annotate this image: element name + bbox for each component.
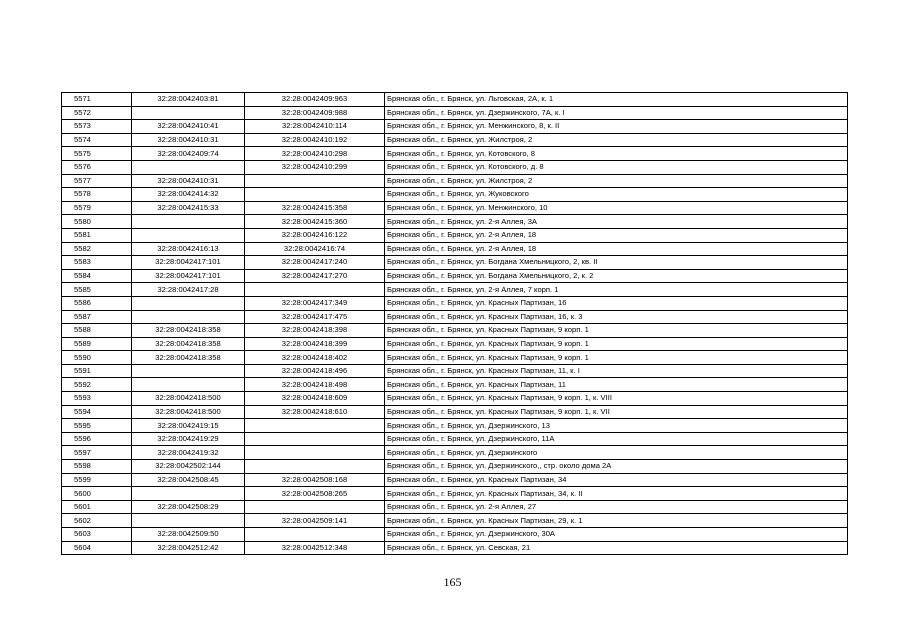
table-row [62, 378, 848, 392]
table-row [62, 269, 848, 283]
address-cell: Брянская обл., г. Брянск, ул. Льговская, 2А, к. 1 [385, 93, 848, 107]
table-row [62, 473, 848, 487]
land-cadastral-number-cell: 32:28:0042418:500 [132, 405, 245, 419]
building-cadastral-number-cell [245, 174, 385, 188]
table-row [62, 120, 848, 134]
row-number-cell: 5600 [62, 487, 132, 501]
land-cadastral-number-cell [132, 378, 245, 392]
address-cell: Брянская обл., г. Брянск, ул. Жилстроя, 2 [385, 133, 848, 147]
address-cell: Брянская обл., г. Брянск, ул. Котовского, д. 8 [385, 160, 848, 174]
address-cell: Брянская обл., г. Брянск, ул. Жуковского [385, 188, 848, 202]
address-cell: Брянская обл., г. Брянск, ул. 2-я Аллея, 27 [385, 500, 848, 514]
address-cell: Брянская обл., г. Брянск, ул. Богдана Хмельницкого, 2, кв. II [385, 256, 848, 270]
building-cadastral-number-cell: 32:28:0042508:265 [245, 487, 385, 501]
building-cadastral-number-cell: 32:28:0042417:349 [245, 296, 385, 310]
building-cadastral-number-cell [245, 446, 385, 460]
address-cell: Брянская обл., г. Брянск, ул. Красных Партизан, 11 [385, 378, 848, 392]
registry-table-body [62, 93, 848, 555]
table-row [62, 160, 848, 174]
row-number-cell: 5574 [62, 133, 132, 147]
table-row [62, 405, 848, 419]
land-cadastral-number-cell: 32:28:0042419:32 [132, 446, 245, 460]
land-cadastral-number-cell [132, 106, 245, 120]
address-cell: Брянская обл., г. Брянск, ул. Красных Партизан, 34 [385, 473, 848, 487]
row-number-cell: 5596 [62, 432, 132, 446]
table-row [62, 392, 848, 406]
row-number-cell: 5575 [62, 147, 132, 161]
building-cadastral-number-cell: 32:28:0042410:298 [245, 147, 385, 161]
table-row [62, 324, 848, 338]
table-row [62, 528, 848, 542]
building-cadastral-number-cell: 32:28:0042418:496 [245, 364, 385, 378]
row-number-cell: 5595 [62, 419, 132, 433]
table-row [62, 541, 848, 555]
land-cadastral-number-cell [132, 514, 245, 528]
row-number-cell: 5590 [62, 351, 132, 365]
address-cell: Брянская обл., г. Брянск, ул. Котовского, 8 [385, 147, 848, 161]
land-cadastral-number-cell: 32:28:0042512:42 [132, 541, 245, 555]
row-number-cell: 5594 [62, 405, 132, 419]
land-cadastral-number-cell: 32:28:0042409:74 [132, 147, 245, 161]
row-number-cell: 5601 [62, 500, 132, 514]
table-row [62, 500, 848, 514]
address-cell: Брянская обл., г. Брянск, ул. Красных Партизан, 9 корп. 1, к. VIII [385, 392, 848, 406]
table-row [62, 419, 848, 433]
building-cadastral-number-cell: 32:28:0042410:114 [245, 120, 385, 134]
land-cadastral-number-cell: 32:28:0042418:358 [132, 337, 245, 351]
building-cadastral-number-cell [245, 283, 385, 297]
building-cadastral-number-cell: 32:28:0042409:963 [245, 93, 385, 107]
land-cadastral-number-cell [132, 364, 245, 378]
address-cell: Брянская обл., г. Брянск, ул. Жилстроя, 2 [385, 174, 848, 188]
address-cell: Брянская обл., г. Брянск, ул. Дзержинского, 13 [385, 419, 848, 433]
land-cadastral-number-cell: 32:28:0042403:81 [132, 93, 245, 107]
building-cadastral-number-cell: 32:28:0042508:168 [245, 473, 385, 487]
address-cell: Брянская обл., г. Брянск, ул. Красных Партизан, 9 корп. 1 [385, 324, 848, 338]
table-row [62, 487, 848, 501]
table-row [62, 337, 848, 351]
address-cell: Брянская обл., г. Брянск, ул. Менжинского, 10 [385, 201, 848, 215]
address-cell: Брянская обл., г. Брянск, ул. Красных Партизан, 29, к. 1 [385, 514, 848, 528]
building-cadastral-number-cell [245, 500, 385, 514]
building-cadastral-number-cell: 32:28:0042415:358 [245, 201, 385, 215]
land-cadastral-number-cell [132, 487, 245, 501]
address-cell: Брянская обл., г. Брянск, ул. Красных Партизан, 16, к. 3 [385, 310, 848, 324]
building-cadastral-number-cell [245, 432, 385, 446]
address-cell: Брянская обл., г. Брянск, ул. Севская, 21 [385, 541, 848, 555]
address-cell: Брянская обл., г. Брянск, ул. Дзержинского, 30А [385, 528, 848, 542]
table-row [62, 364, 848, 378]
land-cadastral-number-cell [132, 160, 245, 174]
land-cadastral-number-cell: 32:28:0042418:500 [132, 392, 245, 406]
building-cadastral-number-cell: 32:28:0042418:498 [245, 378, 385, 392]
land-cadastral-number-cell: 32:28:0042416:13 [132, 242, 245, 256]
table-row [62, 215, 848, 229]
building-cadastral-number-cell: 32:28:0042415:360 [245, 215, 385, 229]
address-cell: Брянская обл., г. Брянск, ул. Дзержинского, 7А, к. I [385, 106, 848, 120]
building-cadastral-number-cell: 32:28:0042418:610 [245, 405, 385, 419]
table-row [62, 242, 848, 256]
row-number-cell: 5598 [62, 460, 132, 474]
building-cadastral-number-cell: 32:28:0042417:475 [245, 310, 385, 324]
building-cadastral-number-cell [245, 188, 385, 202]
building-cadastral-number-cell: 32:28:0042416:74 [245, 242, 385, 256]
land-cadastral-number-cell [132, 310, 245, 324]
land-cadastral-number-cell: 32:28:0042414:32 [132, 188, 245, 202]
table-row [62, 432, 848, 446]
land-cadastral-number-cell [132, 296, 245, 310]
row-number-cell: 5588 [62, 324, 132, 338]
building-cadastral-number-cell: 32:28:0042409:988 [245, 106, 385, 120]
row-number-cell: 5579 [62, 201, 132, 215]
land-cadastral-number-cell: 32:28:0042410:31 [132, 133, 245, 147]
page-number: 165 [443, 575, 462, 589]
address-cell: Брянская обл., г. Брянск, ул. Красных Партизан, 9 корп. 1 [385, 337, 848, 351]
row-number-cell: 5589 [62, 337, 132, 351]
registry-table [61, 92, 848, 555]
building-cadastral-number-cell: 32:28:0042410:192 [245, 133, 385, 147]
row-number-cell: 5577 [62, 174, 132, 188]
address-cell: Брянская обл., г. Брянск, ул. 2-я Аллея, 3А [385, 215, 848, 229]
address-cell: Брянская обл., г. Брянск, ул. 2-я Аллея, 18 [385, 242, 848, 256]
address-cell: Брянская обл., г. Брянск, ул. Красных Партизан, 9 корп. 1 [385, 351, 848, 365]
row-number-cell: 5591 [62, 364, 132, 378]
address-cell: Брянская обл., г. Брянск, ул. Дзержинского, 11А [385, 432, 848, 446]
land-cadastral-number-cell: 32:28:0042415:33 [132, 201, 245, 215]
table-row [62, 256, 848, 270]
building-cadastral-number-cell: 32:28:0042509:141 [245, 514, 385, 528]
address-cell: Брянская обл., г. Брянск, ул. Богдана Хмельницкого, 2, к. 2 [385, 269, 848, 283]
address-cell: Брянская обл., г. Брянск, ул. Красных Партизан, 9 корп. 1, к. VII [385, 405, 848, 419]
table-row [62, 310, 848, 324]
row-number-cell: 5581 [62, 228, 132, 242]
building-cadastral-number-cell: 32:28:0042418:402 [245, 351, 385, 365]
building-cadastral-number-cell: 32:28:0042417:270 [245, 269, 385, 283]
building-cadastral-number-cell [245, 419, 385, 433]
row-number-cell: 5573 [62, 120, 132, 134]
row-number-cell: 5582 [62, 242, 132, 256]
land-cadastral-number-cell: 32:28:0042417:101 [132, 256, 245, 270]
table-row [62, 106, 848, 120]
table-row [62, 93, 848, 107]
land-cadastral-number-cell: 32:28:0042419:29 [132, 432, 245, 446]
table-row [62, 133, 848, 147]
land-cadastral-number-cell: 32:28:0042418:358 [132, 324, 245, 338]
building-cadastral-number-cell: 32:28:0042512:348 [245, 541, 385, 555]
table-row [62, 296, 848, 310]
land-cadastral-number-cell: 32:28:0042419:15 [132, 419, 245, 433]
row-number-cell: 5599 [62, 473, 132, 487]
row-number-cell: 5593 [62, 392, 132, 406]
row-number-cell: 5580 [62, 215, 132, 229]
row-number-cell: 5603 [62, 528, 132, 542]
table-row [62, 351, 848, 365]
table-row [62, 188, 848, 202]
address-cell: Брянская обл., г. Брянск, ул. 2-я Аллея, 18 [385, 228, 848, 242]
row-number-cell: 5602 [62, 514, 132, 528]
address-cell: Брянская обл., г. Брянск, ул. Красных Партизан, 34, к. II [385, 487, 848, 501]
building-cadastral-number-cell: 32:28:0042418:609 [245, 392, 385, 406]
row-number-cell: 5584 [62, 269, 132, 283]
address-cell: Брянская обл., г. Брянск, ул. Красных Партизан, 16 [385, 296, 848, 310]
building-cadastral-number-cell [245, 528, 385, 542]
table-row [62, 201, 848, 215]
building-cadastral-number-cell: 32:28:0042417:240 [245, 256, 385, 270]
table-row [62, 460, 848, 474]
address-cell: Брянская обл., г. Брянск, ул. Дзержинского [385, 446, 848, 460]
row-number-cell: 5571 [62, 93, 132, 107]
land-cadastral-number-cell: 32:28:0042418:358 [132, 351, 245, 365]
land-cadastral-number-cell: 32:28:0042417:101 [132, 269, 245, 283]
address-cell: Брянская обл., г. Брянск, ул. Дзержинского,, стр. около дома 2А [385, 460, 848, 474]
building-cadastral-number-cell: 32:28:0042416:122 [245, 228, 385, 242]
land-cadastral-number-cell: 32:28:0042508:29 [132, 500, 245, 514]
table-row [62, 228, 848, 242]
table-row [62, 174, 848, 188]
row-number-cell: 5604 [62, 541, 132, 555]
row-number-cell: 5592 [62, 378, 132, 392]
row-number-cell: 5576 [62, 160, 132, 174]
table-row [62, 514, 848, 528]
table-row [62, 283, 848, 297]
row-number-cell: 5578 [62, 188, 132, 202]
address-cell: Брянская обл., г. Брянск, ул. 2-я Аллея, 7 корп. 1 [385, 283, 848, 297]
building-cadastral-number-cell: 32:28:0042418:398 [245, 324, 385, 338]
land-cadastral-number-cell: 32:28:0042502:144 [132, 460, 245, 474]
address-cell: Брянская обл., г. Брянск, ул. Менжинского, 8, к. II [385, 120, 848, 134]
row-number-cell: 5585 [62, 283, 132, 297]
land-cadastral-number-cell [132, 215, 245, 229]
land-cadastral-number-cell: 32:28:0042509:50 [132, 528, 245, 542]
building-cadastral-number-cell: 32:28:0042410:299 [245, 160, 385, 174]
table-row [62, 147, 848, 161]
row-number-cell: 5587 [62, 310, 132, 324]
building-cadastral-number-cell [245, 460, 385, 474]
row-number-cell: 5583 [62, 256, 132, 270]
address-cell: Брянская обл., г. Брянск, ул. Красных Партизан, 11, к. I [385, 364, 848, 378]
land-cadastral-number-cell: 32:28:0042410:31 [132, 174, 245, 188]
row-number-cell: 5572 [62, 106, 132, 120]
row-number-cell: 5597 [62, 446, 132, 460]
row-number-cell: 5586 [62, 296, 132, 310]
land-cadastral-number-cell: 32:28:0042417:28 [132, 283, 245, 297]
land-cadastral-number-cell: 32:28:0042508:45 [132, 473, 245, 487]
table-row [62, 446, 848, 460]
building-cadastral-number-cell: 32:28:0042418:399 [245, 337, 385, 351]
land-cadastral-number-cell: 32:28:0042410:41 [132, 120, 245, 134]
land-cadastral-number-cell [132, 228, 245, 242]
